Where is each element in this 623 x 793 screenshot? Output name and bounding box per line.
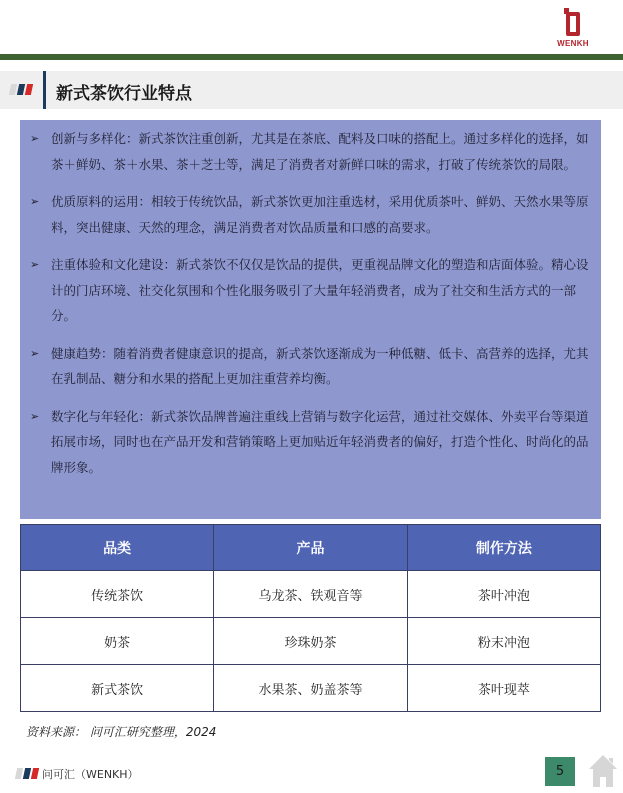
table-cell: 乌龙茶、铁观音等 (214, 571, 407, 618)
bullet-text: 注重体验和文化建设：新式茶饮不仅仅是饮品的提供，更重视品牌文化的塑造和店面体验。精心设计的门店环境、社交化氛围和个性化服务吸引了大量年轻消费者，成为了社交和生活方式的一部分。 (51, 257, 589, 323)
wenkh-logo (541, 8, 605, 54)
table-cell: 茶叶现萃 (407, 665, 600, 712)
table-cell: 新式茶饮 (21, 665, 214, 712)
arrow-bullet-icon: ➢ (30, 258, 40, 271)
arrow-bullet-icon: ➢ (30, 409, 40, 423)
table-cell: 奶茶 (21, 618, 214, 665)
section-title-bar (0, 71, 623, 109)
source-note: 资料来源： 问可汇研究整理，2024 (26, 725, 217, 739)
bullet-text: 数字化与年轻化：新式茶饮品牌普遍注重线上营销与数字化运营，通过社交媒体、外卖平台等渠道拓展市场，同时也在产品开发和营销策略上更加贴近年轻消费者的偏好，打造个性化、时尚化的品牌形象。 (51, 408, 589, 475)
table-header: 品类 (21, 525, 214, 571)
table-cell: 传统茶饮 (21, 571, 214, 618)
page-title: 新式茶饮行业特点 (56, 84, 192, 104)
bullet-text: 健康趋势：随着消费者健康意识的提高，新式茶饮逐渐成为一种低糖、低卡、高营养的选择，尤其在乳制品、糖分和水果的搭配上更加注重营养均衡。 (51, 345, 589, 386)
table-row (21, 618, 601, 665)
bullet-item (30, 126, 591, 177)
footer-company: 问可汇（WENKH） (42, 768, 139, 781)
table-header: 产品 (214, 525, 407, 571)
bullet-text: 优质原料的运用：相较于传统饮品，新式茶饮更加注重选材，采用优质茶叶、鲜奶、天然水果等原料，突出健康、天然的理念，满足消费者对饮品质量和口感的高要求。 (51, 194, 589, 235)
bullet-item (30, 341, 591, 392)
arrow-bullet-icon: ➢ (30, 346, 40, 360)
table-cell: 珍珠奶茶 (214, 618, 407, 665)
bullet-item (30, 252, 591, 329)
home-icon[interactable] (588, 753, 618, 789)
tea-category-table (20, 524, 601, 712)
logo-mark-icon (566, 12, 580, 36)
bullet-text: 创新与多样化：新式茶饮注重创新，尤其是在茶底、配料及口味的搭配上。通过多样化的选择，如茶＋鲜奶、茶＋水果、茶＋芝士等，满足了消费者对新鲜口味的需求，打破了传统茶饮的局限。 (51, 131, 589, 172)
page-number: 5 (545, 757, 575, 786)
title-accent-line (43, 71, 46, 109)
flag-stripes-icon (16, 768, 38, 779)
table-row (21, 571, 601, 618)
table-cell: 粉末冲泡 (407, 618, 600, 665)
arrow-bullet-icon: ➢ (30, 195, 40, 208)
header-divider (0, 54, 623, 60)
arrow-bullet-icon: ➢ (30, 132, 40, 145)
logo-text: WENKH (557, 39, 589, 48)
table-row (21, 665, 601, 712)
table-cell: 茶叶冲泡 (407, 571, 600, 618)
features-box (20, 120, 601, 519)
flag-stripes-icon (10, 84, 32, 95)
table-header: 制作方法 (407, 525, 600, 571)
bullet-item (30, 404, 591, 481)
table-cell: 水果茶、奶盖茶等 (214, 665, 407, 712)
bullet-item (30, 189, 591, 240)
